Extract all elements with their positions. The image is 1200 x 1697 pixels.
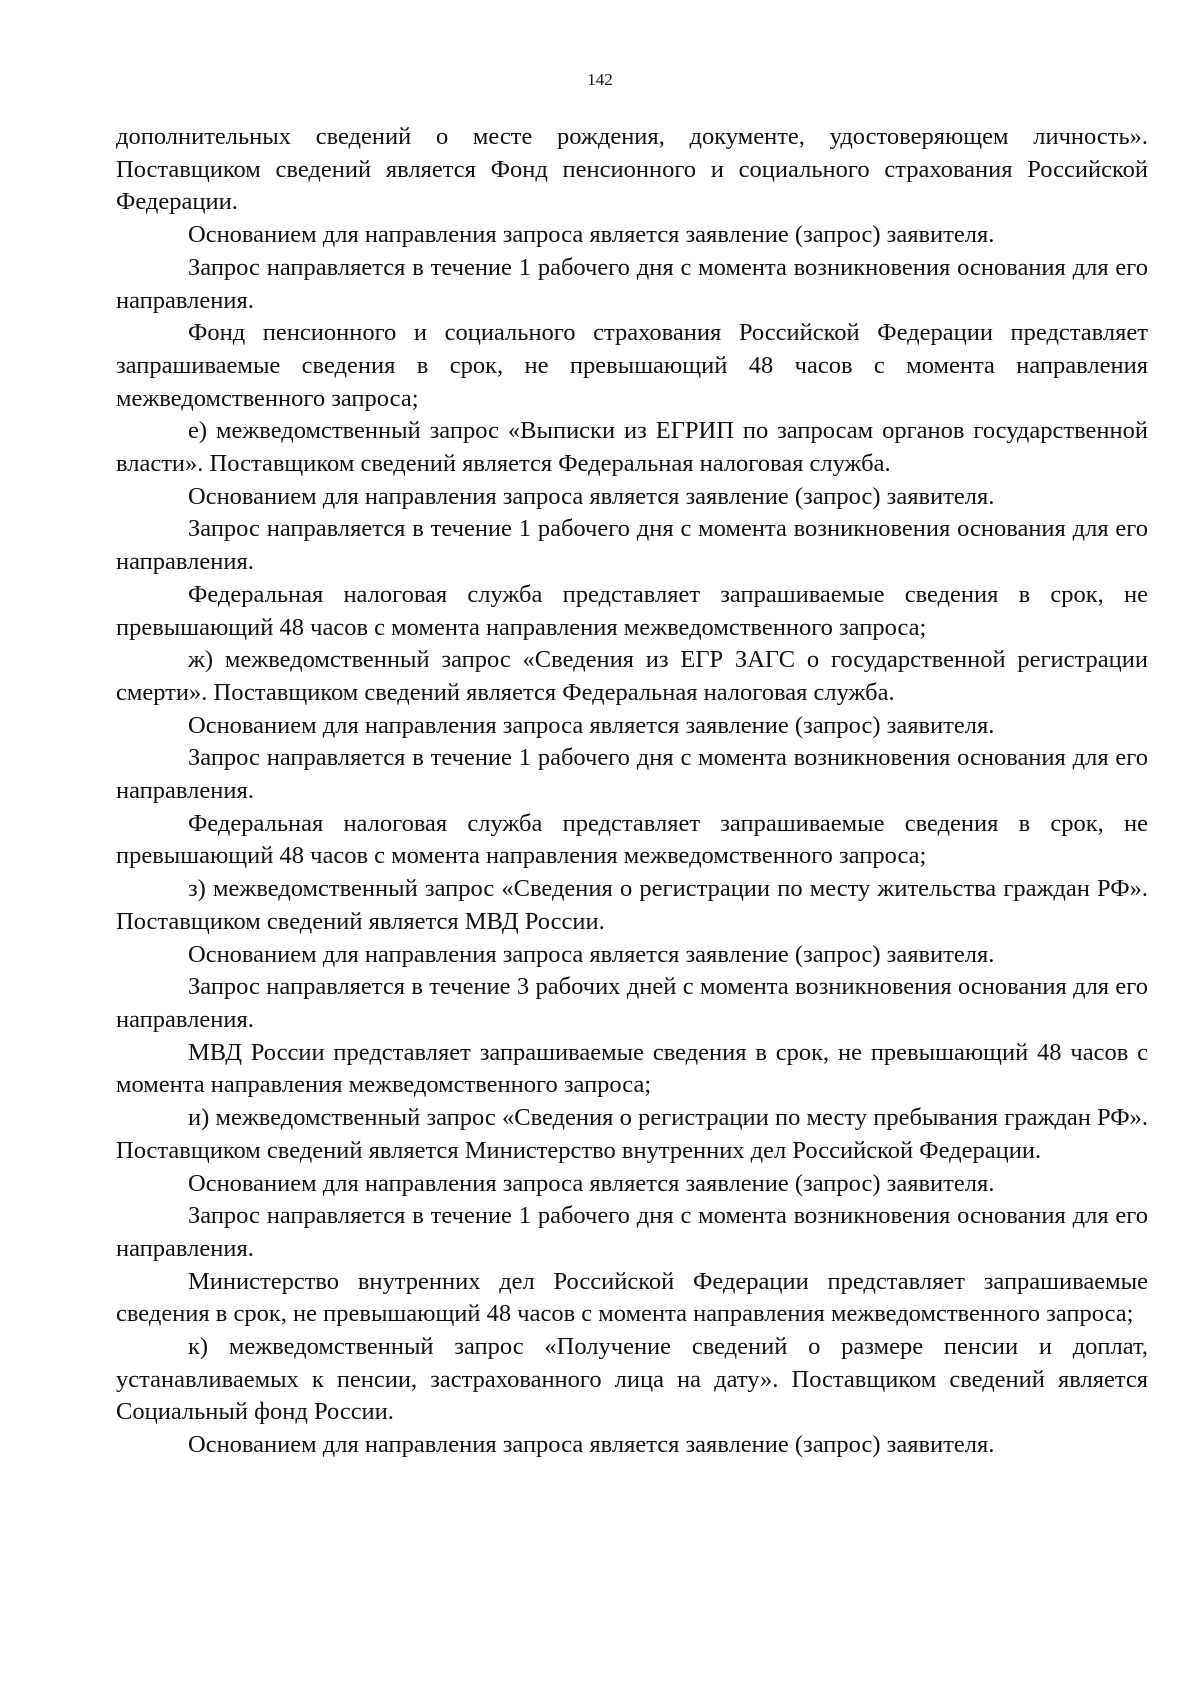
paragraph: Основанием для направления запроса является заявление (запрос) заявителя. bbox=[188, 1431, 995, 1459]
paragraph: дополнительных сведений о месте рождения, документе, удостоверяющем личность». Поставщиком сведений является Фонд пенсионного и социального страхования Российской Федерации. bbox=[116, 123, 1148, 216]
paragraph: Запрос направляется в течение 1 рабочего дня с момента возникновения основания для его направления. bbox=[116, 1202, 1148, 1262]
paragraph: Запрос направляется в течение 1 рабочего дня с момента возникновения основания для его направления. bbox=[116, 253, 1148, 314]
document-body bbox=[116, 121, 1148, 1462]
paragraph: Министерство внутренних дел Российской Федерации представляет запрашиваемые сведения в срок, не превышающий 48 часов с момента направления межведомственного запроса; bbox=[116, 1267, 1148, 1328]
paragraph: МВД России представляет запрашиваемые сведения в срок, не превышающий 48 часов с момента направления межведомственного запроса; bbox=[116, 1038, 1148, 1099]
list-item-i: и) межведомственный запрос «Сведения о регистрации по месту пребывания граждан РФ». Поставщиком сведений является Министерство внутренних дел Российской Федерации. bbox=[116, 1104, 1148, 1164]
paragraph: Основанием для направления запроса является заявление (запрос) заявителя. bbox=[188, 1169, 995, 1197]
paragraph: Основанием для направления запроса является заявление (запрос) заявителя. bbox=[188, 711, 995, 739]
paragraph: Основанием для направления запроса является заявление (запрос) заявителя. bbox=[188, 482, 995, 510]
paragraph: Запрос направляется в течение 3 рабочих дней с момента возникновения основания для его направления. bbox=[116, 973, 1148, 1033]
paragraph: Основанием для направления запроса является заявление (запрос) заявителя. bbox=[188, 940, 995, 968]
list-item-z: з) межведомственный запрос «Сведения о регистрации по месту жительства граждан РФ». Поставщиком сведений является МВД России. bbox=[116, 875, 1148, 935]
paragraph: Запрос направляется в течение 1 рабочего дня с момента возникновения основания для его направления. bbox=[116, 515, 1148, 576]
paragraph: Запрос направляется в течение 1 рабочего дня с момента возникновения основания для его направления. bbox=[116, 744, 1148, 805]
paragraph: Федеральная налоговая служба представляет запрашиваемые сведения в срок, не превышающий 48 часов с момента направления межведомственного запроса; bbox=[116, 809, 1148, 870]
list-item-k: к) межведомственный запрос «Получение сведений о размере пенсии и доплат, устанавливаемых к пенсии, застрахованного лица на дату». Поставщиком сведений является Социальный фонд России. bbox=[116, 1333, 1148, 1426]
list-item-zh: ж) межведомственный запрос «Сведения из ЕГР ЗАГС о государственной регистрации смерти». Поставщиком сведений является Федеральная налоговая служба. bbox=[116, 646, 1148, 706]
page-number: 142 bbox=[587, 70, 613, 89]
paragraph: Федеральная налоговая служба представляет запрашиваемые сведения в срок, не превышающий 48 часов с момента направления межведомственного запроса; bbox=[116, 580, 1148, 641]
paragraph: Основанием для направления запроса является заявление (запрос) заявителя. bbox=[188, 221, 995, 249]
list-item-e: е) межведомственный запрос «Выписки из ЕГРИП по запросам органов государственной власти». Поставщиком сведений является Федеральная налоговая служба. bbox=[116, 417, 1148, 478]
paragraph: Фонд пенсионного и социального страхования Российской Федерации представляет запрашиваемые сведения в срок, не превышающий 48 часов с момента направления межведомственного запроса; bbox=[116, 319, 1148, 412]
